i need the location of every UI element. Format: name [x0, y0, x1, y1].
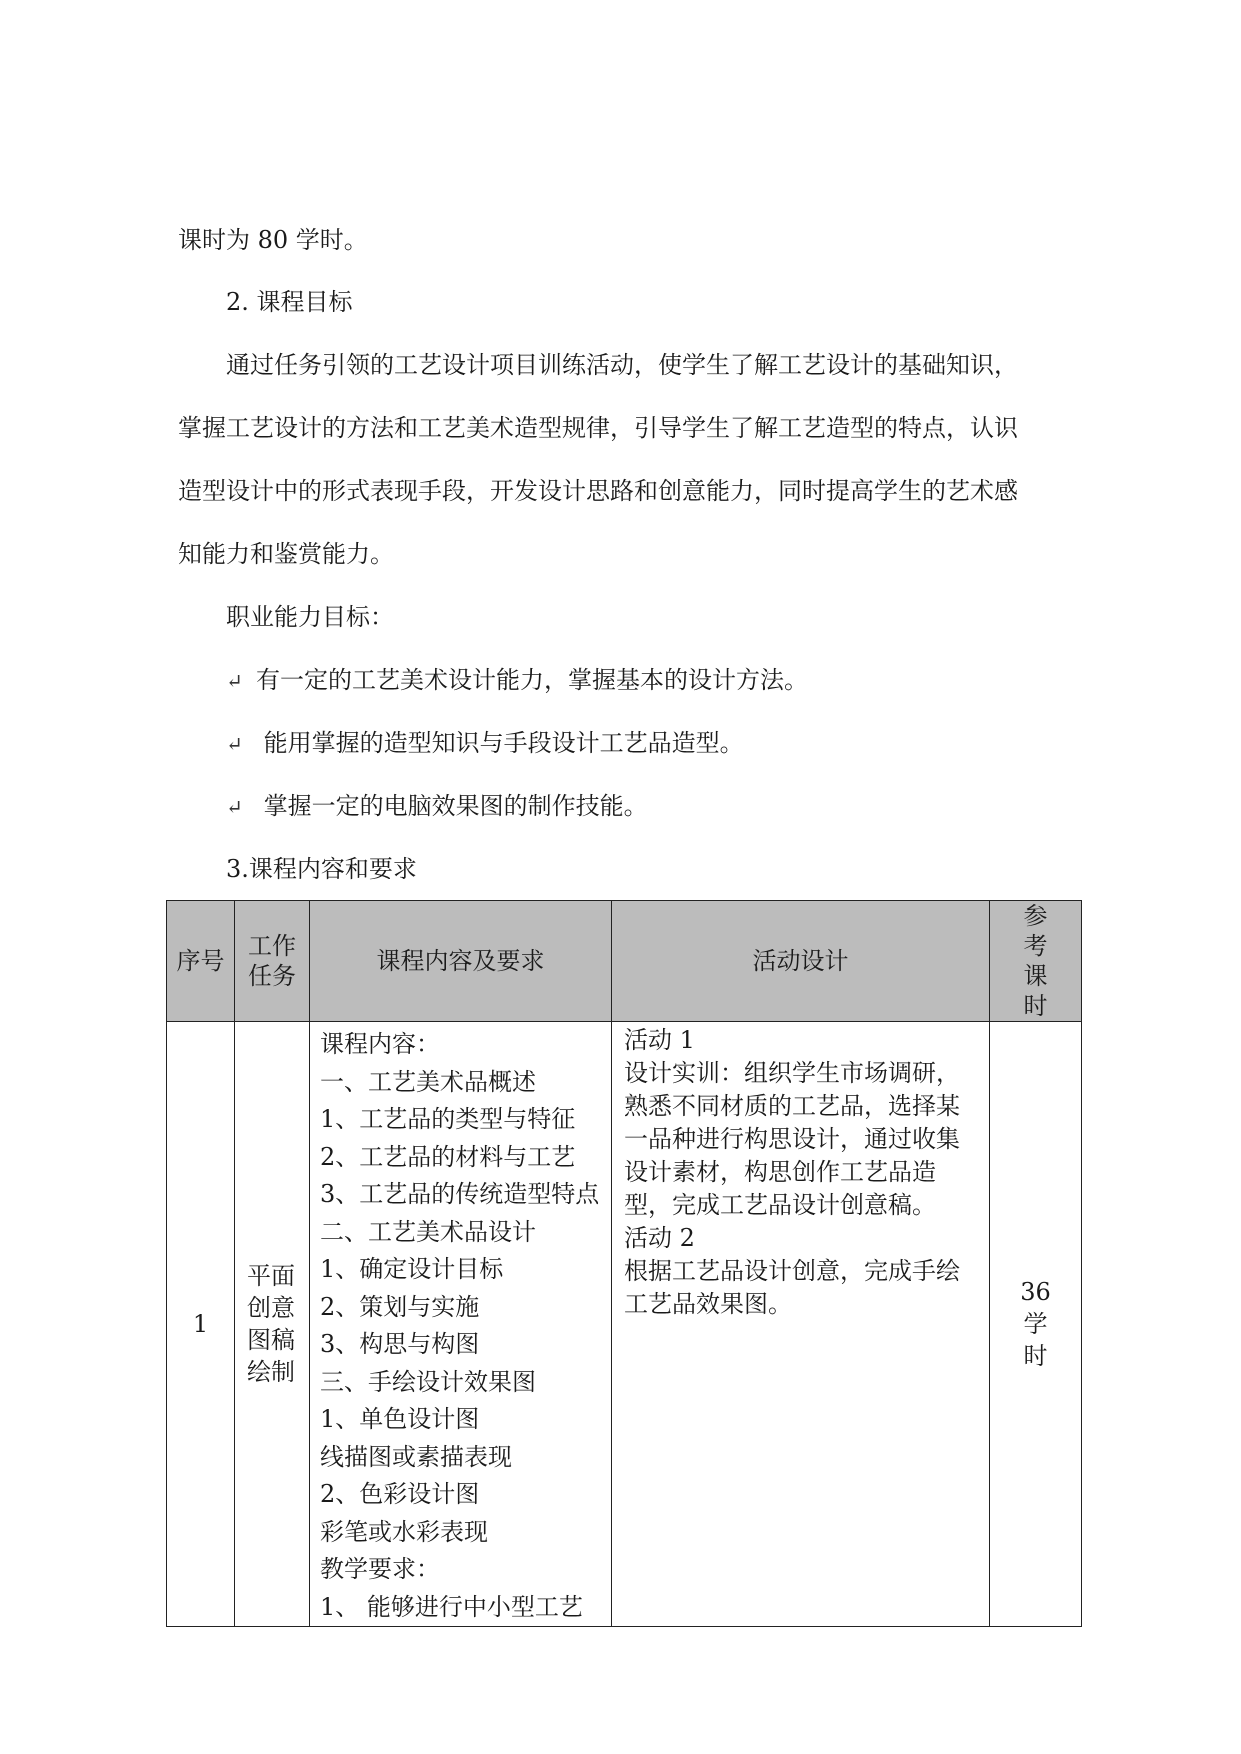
cell-index: 1 — [167, 1022, 235, 1627]
cell-task: 平面创意图稿绘制 — [235, 1022, 310, 1627]
header-index: 序号 — [167, 901, 235, 1022]
bullet-item — [226, 665, 808, 696]
return-arrow-icon: ↵ — [226, 795, 243, 819]
section-heading-course-goals: 2. 课程目标 — [226, 288, 353, 316]
header-content: 课程内容及要求 — [310, 901, 612, 1022]
bullet-text: 有一定的工艺美术设计能力，掌握基本的设计方法。 — [256, 666, 808, 694]
activity-line: 活动 2 — [624, 1224, 695, 1252]
paragraph-hours: 课时为 80 学时。 — [178, 226, 368, 254]
header-activity: 活动设计 — [612, 901, 990, 1022]
cell-activity — [612, 1022, 990, 1627]
paragraph-goal-line: 通过任务引领的工艺设计项目训练活动，使学生了解工艺设计的基础知识， — [226, 351, 1018, 379]
table-row — [167, 1022, 1082, 1627]
header-task: 工作任务 — [235, 901, 310, 1022]
content-line: 线描图或素描表现 — [320, 1442, 512, 1471]
content-line: 课程内容： — [320, 1030, 440, 1058]
paragraph-goal-line: 造型设计中的形式表现手段，开发设计思路和创意能力，同时提高学生的艺术感 — [178, 477, 1018, 505]
paragraph-vocational-goals: 职业能力目标： — [226, 603, 394, 631]
content-line: 一、工艺美术品概述 — [320, 1067, 536, 1096]
bullet-text: 掌握一定的电脑效果图的制作技能。 — [256, 792, 648, 820]
content-line: 二、工艺美术品设计 — [320, 1217, 536, 1246]
content-line: 1、 能够进行中小型工艺 — [320, 1592, 583, 1621]
activity-line: 设计实训：组织学生市场调研，熟悉不同材质的工艺品，选择某一品种进行构思设计，通过收集设计素材，构思创作工艺品造型，完成工艺品设计创意稿。 — [624, 1059, 960, 1219]
table-header-row — [167, 901, 1082, 1022]
header-hours: 参考课时 — [990, 901, 1082, 1022]
content-line: 1、确定设计目标 — [320, 1255, 504, 1283]
content-line: 2、策划与实施 — [320, 1292, 480, 1321]
return-arrow-icon: ↵ — [226, 669, 243, 693]
activity-line: 活动 1 — [624, 1026, 695, 1054]
paragraph-goal-line: 掌握工艺设计的方法和工艺美术造型规律，引导学生了解工艺造型的特点，认识 — [178, 414, 1018, 442]
course-content-table — [166, 900, 1082, 1627]
cell-content — [310, 1022, 612, 1627]
content-line: 彩笔或水彩表现 — [320, 1517, 488, 1546]
activity-line: 根据工艺品设计创意，完成手绘工艺品效果图。 — [624, 1257, 960, 1318]
content-line: 2、色彩设计图 — [320, 1480, 480, 1508]
section-heading-course-content: 3.课程内容和要求 — [226, 855, 417, 883]
cell-hours: 36 学时 — [990, 1022, 1082, 1627]
content-line: 1、工艺品的类型与特征 — [320, 1105, 576, 1133]
content-line: 3、工艺品的传统造型特点 — [320, 1180, 600, 1208]
content-line: 教学要求： — [320, 1555, 440, 1583]
content-line: 1、单色设计图 — [320, 1405, 480, 1433]
bullet-item — [226, 791, 648, 822]
content-line: 3、构思与构图 — [320, 1330, 480, 1358]
bullet-text: 能用掌握的造型知识与手段设计工艺品造型。 — [256, 729, 744, 757]
return-arrow-icon: ↵ — [226, 732, 243, 756]
content-line: 2、工艺品的材料与工艺 — [320, 1142, 576, 1171]
paragraph-goal-line: 知能力和鉴赏能力。 — [178, 540, 394, 568]
bullet-item — [226, 728, 744, 759]
content-line: 三、手绘设计效果图 — [320, 1367, 536, 1396]
